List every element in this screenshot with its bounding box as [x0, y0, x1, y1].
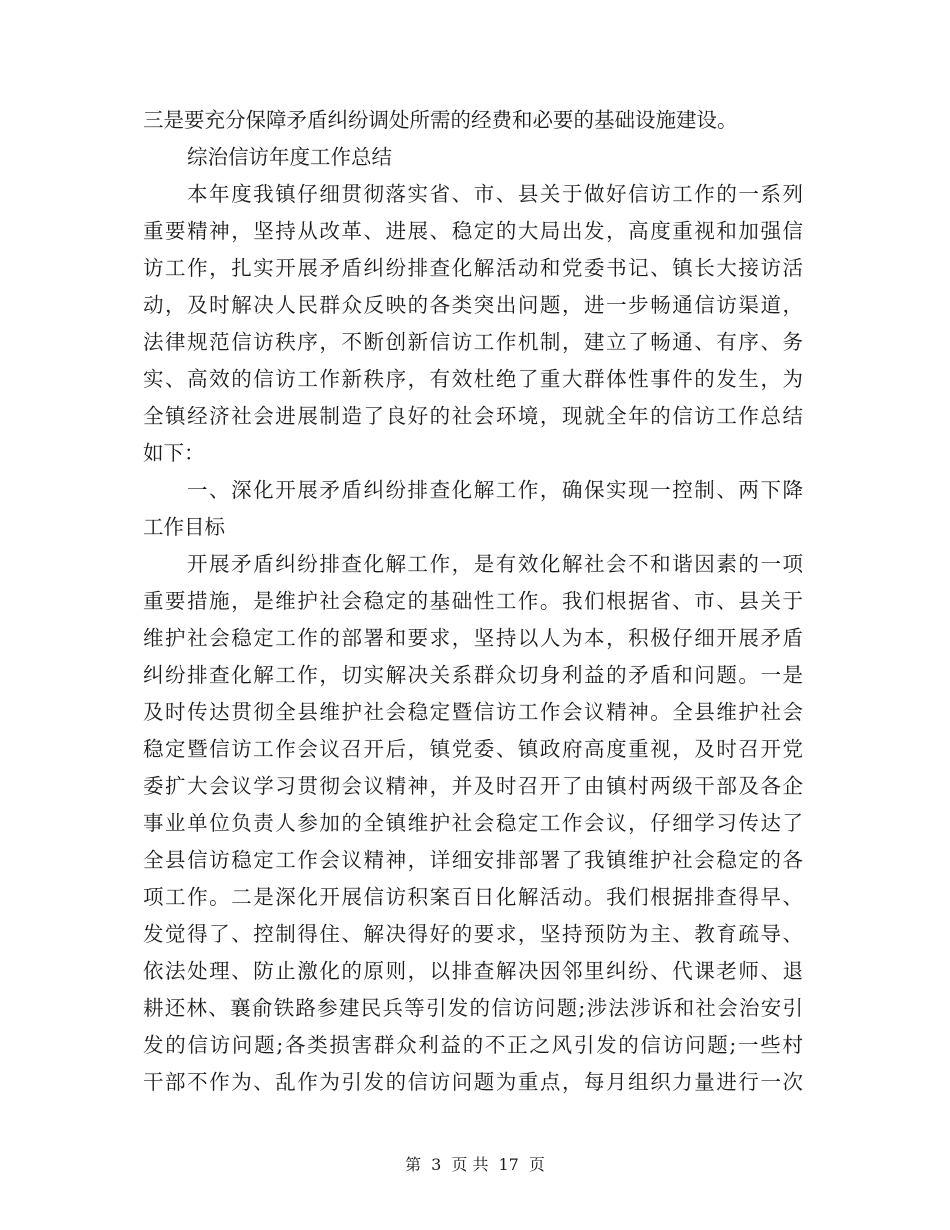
- text-line: 实、高效的信访工作新秩序，有效杜绝了重大群体性事件的发生，为: [143, 367, 803, 391]
- page-footer: [0, 1152, 950, 1175]
- text-line: 开展矛盾纠纷排查化解工作，是有效化解社会不和谐因素的一项: [187, 552, 803, 576]
- text-line: 本年度我镇仔细贯彻落实省、市、县关于做好信访工作的一系列: [187, 182, 803, 206]
- text-line: 委扩大会议学习贯彻会议精神，并及时召开了由镇村两级干部及各企: [143, 774, 803, 798]
- text-line: 发的信访问题;各类损害群众利益的不正之风引发的信访问题;一些村: [143, 1033, 803, 1057]
- text-line: 维护社会稳定工作的部署和要求，坚持以人为本，积极仔细开展矛盾: [143, 626, 803, 650]
- text-line: 事业单位负责人参加的全镇维护社会稳定工作会议，仔细学习传达了: [143, 811, 803, 835]
- text-line: 重要精神，坚持从改革、进展、稳定的大局出发，高度重视和加强信: [143, 219, 803, 243]
- text-line: 项工作。二是深化开展信访积案百日化解活动。我们根据排查得早、: [143, 885, 803, 909]
- total-pages: 17: [498, 1155, 519, 1174]
- text-line: 全镇经济社会进展制造了良好的社会环境，现就全年的信访工作总结: [143, 404, 803, 428]
- text-line: 三是要充分保障矛盾纠纷调处所需的经费和必要的基础设施建设。: [143, 108, 738, 132]
- text-line: 及时传达贯彻全县维护社会稳定暨信访工作会议精神。全县维护社会: [143, 700, 803, 724]
- page-number: 3: [431, 1155, 442, 1174]
- text-line: 稳定暨信访工作会议召开后，镇党委、镇政府高度重视，及时召开党: [143, 737, 803, 761]
- section-title: 综治信访年度工作总结: [187, 145, 392, 169]
- text-line: 重要措施，是维护社会稳定的基础性工作。我们根据省、市、县关于: [143, 589, 803, 613]
- text-line: 耕还林、襄俞铁路参建民兵等引发的信访问题;涉法涉诉和社会治安引: [143, 996, 803, 1020]
- text-line: 访工作，扎实开展矛盾纠纷排查化解活动和党委书记、镇长大接访活: [143, 256, 803, 280]
- footer-suffix: 页: [528, 1155, 545, 1174]
- document-body: [143, 102, 803, 1101]
- text-line: 干部不作为、乱作为引发的信访问题为重点，每月组织力量进行一次: [143, 1070, 803, 1094]
- text-line: 如下：: [143, 441, 205, 465]
- section-heading: 工作目标: [143, 515, 225, 539]
- text-line: 动，及时解决人民群众反映的各类突出问题，进一步畅通信访渠道，: [143, 293, 803, 317]
- text-line: 依法处理、防止激化的原则，以排查解决因邻里纠纷、代课老师、退: [143, 959, 803, 983]
- footer-prefix: 第: [405, 1155, 422, 1174]
- text-line: 纠纷排查化解工作，切实解决关系群众切身利益的矛盾和问题。一是: [143, 663, 803, 687]
- text-line: 发觉得了、控制得住、解决得好的要求，坚持预防为主、教育疏导、: [143, 922, 803, 946]
- section-heading: 一、深化开展矛盾纠纷排查化解工作，确保实现一控制、两下降: [187, 478, 803, 502]
- text-line: 全县信访稳定工作会议精神，详细安排部署了我镇维护社会稳定的各: [143, 848, 803, 872]
- footer-middle: 页 共: [451, 1155, 489, 1174]
- text-line: 法律规范信访秩序，不断创新信访工作机制，建立了畅通、有序、务: [143, 330, 803, 354]
